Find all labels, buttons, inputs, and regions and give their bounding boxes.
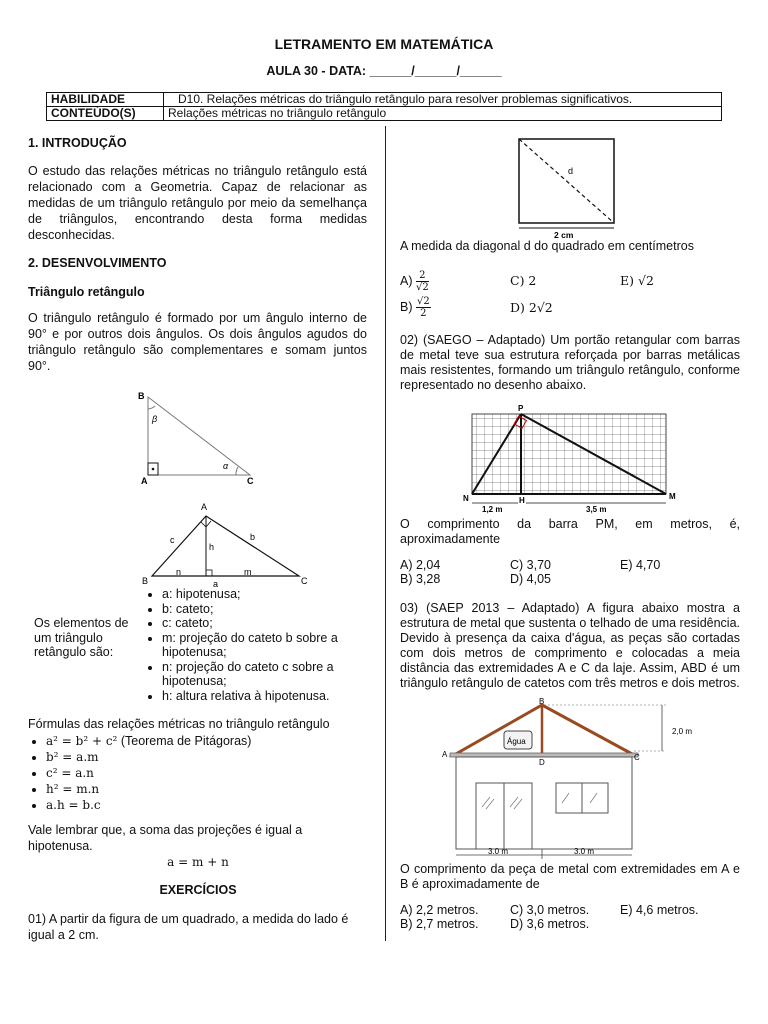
formula-item: • c² = a.n [46,765,376,781]
list-item: • h: altura relativa à hipotenusa. [162,689,384,704]
diagonal-line [519,139,614,223]
projection-m-label: m [244,567,252,577]
left-length-label: 3.0 m [488,847,509,856]
option-1e[interactable]: E) √2 [620,273,654,288]
point-d-label: D [539,758,545,767]
habilidade-value: D10. Relações métricas do triângulo retângulo para resolver problemas significativos. [164,93,722,107]
point-p-label: P [518,404,524,413]
nh-length-label: 1,2 m [482,505,503,514]
list-item: • b: cateto; [162,602,384,617]
point-b-label: B [539,697,545,706]
formula-item: • a.h = b.c [46,797,376,813]
alpha-arc [236,467,238,475]
page-title: LETRAMENTO EM MATEMÁTICA [274,36,494,52]
formulas-heading: Fórmulas das relações métricas no triângulo retângulo [28,717,330,731]
list-item: • c: cateto; [162,616,384,631]
water-tank-label: Água [507,737,526,746]
point-n-label: N [463,494,469,503]
intro-text: O estudo das relações métricas no triângulo retângulo está relacionado com a Geometria. Capaz de relacionar as medidas de um triângulo retângulo por meio da semelhança de triângulos, encontrando desta forma medidas desconhecidas. [28,164,367,242]
intro-heading: 1. INTRODUÇÃO [28,136,127,150]
gate-grid [472,414,666,494]
list-item: • a: hipotenusa; [162,587,384,602]
right-triangle-figure [130,385,260,487]
question-2-prompt: O comprimento da barra PM, em metros, é, aproximadamente [400,517,740,546]
altitude-triangle-figure [138,498,318,588]
reminder-formula: a = m + n [167,855,229,869]
beta-label: β [152,414,158,424]
projection-n-label: n [176,567,182,577]
right-length-label: 3.0 m [574,847,595,856]
altitude-h-label: h [209,542,215,552]
beta-arc [148,406,155,409]
side-length-label: 2 cm [554,230,574,240]
vertex-b-label: B [138,391,145,401]
option-3e[interactable]: E) 4,6 metros. [620,903,699,917]
option-1a[interactable] [400,270,429,293]
triangle-shape [152,516,299,576]
square-figure [510,134,622,242]
question-3-prompt: O comprimento da peça de metal com extremidades em A e B é aproximadamente de [400,862,740,891]
vertex-c-label: C [301,576,308,586]
development-heading: 2. DESENVOLVIMENTO [28,256,167,270]
vertex-a-label: A [141,476,148,486]
lesson-date-line: AULA 30 - DATA: ______/______/______ [266,64,502,78]
formula-pitagoras: a² = b² + c² [46,734,118,748]
point-m-label: M [669,492,676,501]
option-label: B) [400,299,413,314]
elements-list [146,587,384,703]
option-2b[interactable]: B) 3,28 [400,572,441,586]
option-2e[interactable]: E) 4,70 [620,558,661,572]
option-3b[interactable]: B) 2,7 metros. [400,917,479,931]
exercises-heading: EXERCÍCIOS [159,883,237,897]
option-3a[interactable]: A) 2,2 metros. [400,903,479,917]
question-1-prompt: A medida da diagonal d do quadrado em centímetros [400,239,694,253]
point-c-label: C [634,753,640,762]
right-triangle-text: O triângulo retângulo é formado por um ângulo interno de 90° e por outros dois ângulos. Os dois ângulos agudos do triângulo retângulo são complementares e somam juntos 90°. [28,311,367,373]
formula-item: • h² = m.n [46,781,376,797]
house-figure [438,697,710,863]
point-h-label: H [519,496,525,505]
vertex-a-label: A [201,502,208,512]
elements-caption: Os elementos de um triângulo retângulo são: [34,616,129,659]
option-2c[interactable]: C) 3,70 [510,558,551,572]
right-angle-dot [152,468,155,471]
vertex-b-label: B [142,576,149,586]
option-1d[interactable]: D) 2√2 [510,300,553,315]
fraction: $\frac{√2}{2}$ [416,296,430,319]
triangle-shape [148,397,250,475]
pitagoras-note: (Teorema de Pitágoras) [117,734,252,748]
option-3d[interactable]: D) 3,6 metros. [510,917,590,931]
habilidade-label: HABILIDADE [47,93,164,107]
option-2a[interactable]: A) 2,04 [400,558,441,572]
column-divider [385,126,386,941]
formula-item: • b² = a.m [46,749,376,765]
side-b-label: b [250,532,256,542]
hypotenuse-a-label: a [213,579,219,588]
diagonal-d-label: d [568,166,574,176]
info-table [46,92,722,121]
option-1c[interactable]: C) 2 [510,273,537,288]
conteudo-value: Relações métricas no triângulo retângulo [164,107,722,121]
list-item: • m: projeção do cateto b sobre a hipotenusa; [162,631,384,660]
point-a-label: A [442,750,448,759]
fraction: $\frac{2}{√2}$ [415,270,429,293]
option-3c[interactable]: C) 3,0 metros. [510,903,590,917]
roof-truss [454,705,634,755]
altitude-right-angle-mark [206,570,212,576]
option-2d[interactable]: D) 4,05 [510,572,551,586]
slab [450,753,638,757]
formulas-list [30,733,376,813]
conteudo-label: CONTEÚDO(S) [47,107,164,121]
question-2-text: 02) (SAEGO – Adaptado) Um portão retangular com barras de metal teve sua estrutura reforçada por barras metálicas mais resistentes, formando um triângulo retângulo, conforme representado no desenho abaixo. [400,333,740,392]
hm-length-label: 3,5 m [586,505,607,514]
formula-item [46,733,376,749]
gate-figure [460,402,690,514]
question-3-text: 03) (SAEP 2013 – Adaptado) A figura abaixo mostra a estrutura de metal que sustenta o telhado de uma residência. Devido à presença da caixa d'água, as peças são cortadas com dois metros de comprimento e colocadas a meia distância das extremidades A e C da laje. Assim, ABD é um triângulo retângulo de catetos com três metros e dois metros. [400,601,740,690]
vertex-c-label: C [247,476,254,486]
alpha-label: α [223,461,229,471]
option-1b[interactable] [400,296,431,319]
question-1-text: 01) A partir da figura de um quadrado, a medida do lado é igual a 2 cm. [28,912,349,942]
reminder-text: Vale lembrar que, a soma das projeções é igual a hipotenusa. [28,823,303,853]
side-c-label: c [170,535,175,545]
list-item: • n: projeção do cateto c sobre a hipotenusa; [162,660,384,689]
option-label: A) [400,273,413,288]
height-label: 2,0 m [672,727,693,736]
right-triangle-heading: Triângulo retângulo [28,285,145,299]
